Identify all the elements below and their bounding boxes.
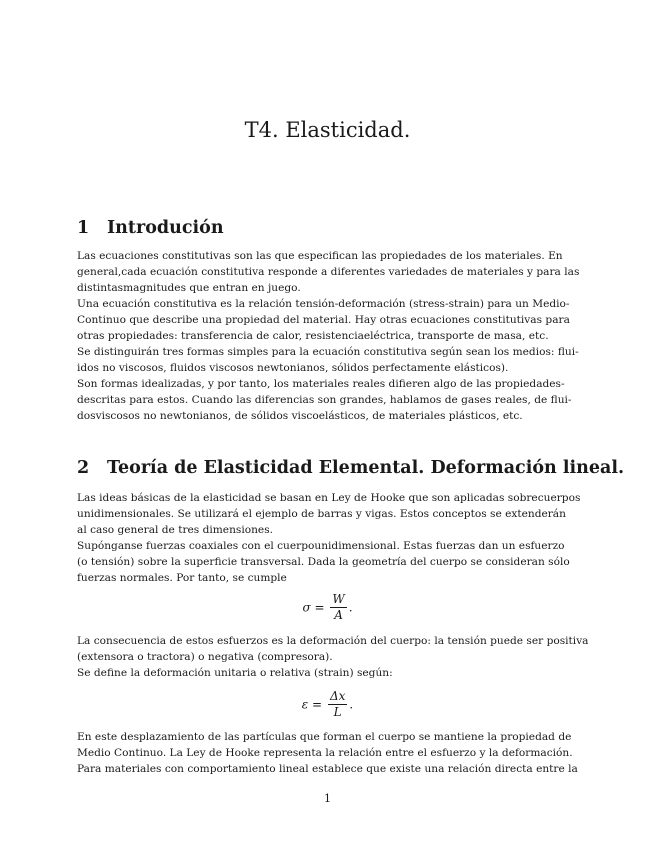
text-line: Una ecuación constitutiva es la relación tensión-deformación (stress-strain) para un Medio- [77, 298, 570, 310]
section-1-number: 1 [77, 218, 90, 238]
section-2-body-1 [77, 490, 580, 586]
text-line: Supónganse fuerzas coaxiales con el cuerpounidimensional. Estas fuerzas dan un esfuerzo [77, 540, 565, 552]
section-2-body-2 [77, 633, 589, 681]
text-line: (extensora o tractora) o negativa (compresora). [77, 651, 333, 663]
text-line: fuerzas normales. Por tanto, se cumple [77, 572, 287, 584]
text-line: (o tensión) sobre la superficie transversal. Dada la geometría del cuerpo se consideran sólo [77, 556, 570, 568]
page-number: 1 [324, 792, 331, 805]
fraction [328, 689, 347, 720]
fraction-denominator: A [334, 608, 343, 622]
text-line: Continuo que describe una propiedad del material. Hay otras ecuaciones constitutivas para [77, 314, 570, 326]
text-line: En este desplazamiento de las partículas que forman el cuerpo se mantiene la propiedad de [77, 731, 572, 743]
equation-strain [0, 689, 655, 720]
section-1-title: Introdución [107, 218, 224, 238]
equation-lhs: ε = [301, 697, 323, 712]
section-2-number: 2 [77, 458, 90, 478]
text-line: Para materiales con comportamiento lineal establece que existe una relación directa entre la [77, 763, 578, 775]
text-line: Se define la deformación unitaria o relativa (strain) según: [77, 667, 393, 679]
fraction-numerator: Δx [329, 689, 346, 703]
text-line: dosviscosos no newtonianos, de sólidos viscoelásticos, de materiales plásticos, etc. [77, 410, 523, 422]
section-1-heading [77, 218, 224, 238]
fraction-denominator: L [333, 705, 342, 719]
section-2-body-3 [77, 729, 580, 777]
text-line: otras propiedades: transferencia de calor, resistenciaeléctrica, transporte de masa, etc. [77, 330, 549, 342]
section-1-body [77, 248, 580, 424]
section-2-heading [77, 458, 624, 478]
fraction [330, 592, 346, 623]
text-line: idos no viscosos, fluidos viscosos newtonianos, sólidos perfectamente elásticos). [77, 362, 509, 374]
text-line: Medio Continuo. La Ley de Hooke representa la relación entre el esfuerzo y la deformación. [77, 747, 573, 759]
section-2-title: Teoría de Elasticidad Elemental. Deformación lineal. [107, 458, 625, 478]
text-line: distintasmagnitudes que entran en juego. [77, 282, 301, 294]
text-line: Las ideas básicas de la elasticidad se basan en Ley de Hooke que son aplicadas sobrecuerpos [77, 492, 581, 504]
text-line: al caso general de tres dimensiones. [77, 524, 273, 536]
text-line: Se distinguirán tres formas simples para la ecuación constitutiva según sean los medios: flui- [77, 346, 579, 358]
text-line: descritas para estos. Cuando las diferencias son grandes, hablamos de gases reales, de flui- [77, 394, 572, 406]
text-line: La consecuencia de estos esfuerzos es la deformación del cuerpo: la tensión puede ser positiva [77, 635, 589, 647]
equation-lhs: σ = [302, 600, 325, 615]
text-line: Son formas idealizadas, y por tanto, los materiales reales difieren algo de las propiedades- [77, 378, 565, 390]
equation-period: . [349, 697, 354, 712]
equation-period: . [348, 600, 353, 615]
document-title: T4. Elasticidad. [244, 118, 411, 142]
text-line: Las ecuaciones constitutivas son las que especifican las propiedades de los materiales. En [77, 250, 563, 262]
fraction-numerator: W [332, 592, 345, 606]
text-line: unidimensionales. Se utilizará el ejemplo de barras y vigas. Estos conceptos se extenderán [77, 508, 566, 520]
equation-stress [0, 592, 655, 623]
text-line: general,cada ecuación constitutiva responde a diferentes variedades de materiales y para las [77, 266, 580, 278]
